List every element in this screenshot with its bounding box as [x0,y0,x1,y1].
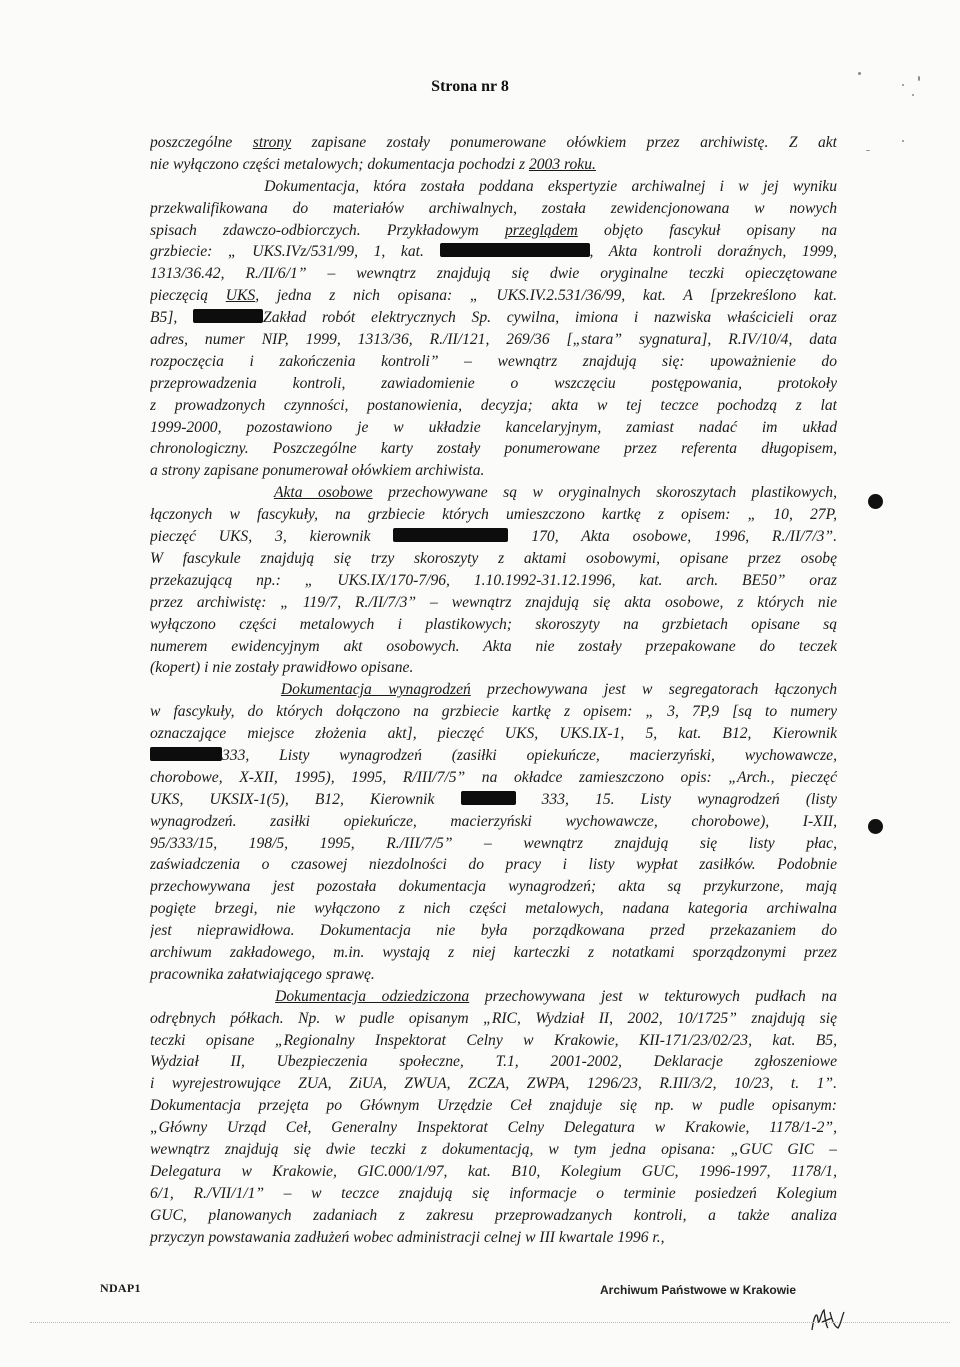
text-line: Dokumentacja wynagrodzeń przechowywana jest w segregatorach łączonych [280,681,837,699]
text-line: W fascykule znajdują się trzy skoroszyty z aktami osobowymi, opisane przez osobę [150,549,837,567]
text-line: wynagrodzeń. zasiłki opiekuńcze, macierzyński wychowawcze, chorobowe), I-XII, [150,812,837,830]
text-line: pogięte brzegi, nie wyłączono z nich części metalowych, nadana kategoria archiwalna [150,900,837,918]
text-line: Delegatura w Krakowie, GIC.000/1/97, kat. B10, Kolegium GUC, 1996-1997, 1178/1, [150,1162,837,1180]
text-line: spisach zdawczo-odbiorczych. Przykładowym przeglądem objęto fascykuł opisany na [150,221,837,239]
text-line: łączonych w fascykuły, na grzbiecie których umieszczono kartkę z opisem: „ 10, 27P, [150,506,837,524]
underlined-phrase: Dokumentacja odziedziczona [275,987,470,1005]
text-line: przeprowadzenia kontroli, zawiadomienie o wszczęciu postępowania, protokoły [150,374,837,392]
redaction-block [440,243,590,257]
text-line: Dokumentacja przejęta po Głównym Urzędzie Ceł znajduje się np. w pudle opisanym: [150,1097,837,1115]
text-line: wewnątrz znajdują się dwie teczki z dokumentacją, w tym jedna opisana: „GUC GIC – [150,1141,837,1159]
underlined-phrase: przeglądem [504,221,578,239]
redaction-block [461,791,516,805]
text-line: 1313/36.42, R./II/6/1” – wewnątrz znajdują się dwie oryginalne teczki opieczętowane [150,265,837,283]
footer-document-code: NDAP1 [100,1281,141,1295]
underlined-phrase: strony [252,134,292,151]
text-line: z prowadzonych czynności, postanowienia, decyzja; akta w tej teczce pochodzą z lat [150,396,837,414]
text-line: Wydział II, Ubezpieczenia społeczne, T.1, 2001-2002, Deklaracje zgłoszeniowe [150,1053,837,1071]
page-number-header: Strona nr 8 [431,78,509,95]
text-line: w fascykuły, do których dołączono na grzbiecie kartkę z opisem: „ 3, 7P,9 [są to numery [150,703,837,721]
text-line: odrębnych półkach. Np. w pudle opisanym „RIC, Wydział II, 2002, 10/1725” znajdują się [150,1009,837,1027]
scan-speck [858,72,861,75]
handwritten-initials [808,1306,848,1334]
text-line: pieczęć UKS, 3, kierownik 170, Akta osobowe, 1996, R./II/7/3”. [150,528,837,546]
underlined-phrase: UKS [225,287,256,305]
scan-speck [902,84,904,86]
text-line: chronologiczny. Poszczególne karty zostały ponumerowane przez referenta długopisem, [150,440,837,458]
redaction-block [150,747,222,761]
text-line: archiwum zakładowego, m.in. wystają z niej karteczki z notatkami sporządzonymi przez [150,944,837,961]
text-line: Dokumentacja, która została poddana ekspertyzie archiwalnej i w jej wyniku [150,177,837,195]
text-line: i wyrejestrowujące ZUA, ZiUA, ZWUA, ZCZA, ZWPA, 1296/23, R.III/3/2, 10/23, t. 1”. [150,1075,837,1093]
scan-speck [866,150,870,151]
text-line: B5], Zakład robót elektrycznych Sp. cywilna, imiona i nazwiska właścicieli oraz [150,309,837,327]
underlined-phrase: Dokumentacja wynagrodzeń [280,681,471,699]
text-line: nie wyłączono części metalowych; dokumentacja pochodzi z 2003 roku. [150,155,596,173]
redaction-block [193,309,263,323]
text-line: przyczyn powstawania zadłużeń wobec administracji celnej w III kwartale 1996 r., [150,1228,665,1246]
text-line: 333, Listy wynagrodzeń (zasiłki opiekuńcze, macierzyński, wychowawcze, [150,745,837,767]
text-line: teczki opisane „Regionalny Inspektorat Celny w Krakowie, KII-171/23/02/23, kat. B5, [150,1031,837,1049]
text-line: „Główny Urząd Ceł, Generalny Inspektorat Celny Delegatura w Krakowie, 1178/1-2”, [150,1119,837,1137]
punch-hole-mark [868,819,883,834]
text-line: przechowywana jest pozostała dokumentacja wynagrodzeń; akta są przykurzone, mają [150,878,837,896]
text-line: a strony zapisane ponumerował ołówkiem archiwista. [150,462,485,480]
text-line: jest nieprawidłowa. Dokumentacja nie była porządkowana przed przekazaniem do [150,922,837,940]
text-line: pracownika załatwiającego sprawę. [150,965,375,983]
redaction-block [393,528,508,542]
text-line: 95/333/15, 198/5, 1995, R./III/7/5” – wewnątrz znajdują się listy płac, [150,834,837,852]
text-line: pieczęcią UKS, jedna z nich opisana: „ UKS.IV.2.531/36/99, kat. A [przekreślono kat. [150,287,837,305]
text-line: Akta osobowe przechowywane są w oryginalnych skoroszytach plastikowych, [273,484,837,502]
text-line: poszczególne strony zapisane zostały ponumerowane ołówkiem przez archiwistę. Z akt [150,134,837,151]
scan-speck [912,94,914,96]
text-line: adres, numer NIP, 1999, 1313/36, R./II/121, 269/36 [„stara” sygnatura], R.IV/10/4, data [150,331,837,349]
document-body [150,132,837,1249]
text-line: GUC, planowanych zadaniach z zakresu przeprowadzanych kontroli, a także analiza [150,1206,837,1224]
archive-stamp: Archiwum Państwowe w Krakowie [600,1283,797,1297]
text-line: (kopert) i nie zostały prawidłowo opisane. [150,659,414,677]
scan-speck [918,76,920,81]
text-line: grzbiecie: „ UKS.IVz/531/99, 1, kat. , Akta kontroli doraźnych, 1999, [150,243,837,261]
text-line: 6/1, R./VII/1/1” – w teczce znajdują się informacje o terminie posiedzeń Kolegium [150,1184,837,1202]
text-line: numerem ewidencyjnym akt osobowych. Akta nie zostały przepakowane do teczek [150,637,837,655]
punch-hole-mark [868,494,883,509]
text-line: rozpoczęcia i zakończenia kontroli” – wewnątrz znajdują się: upoważnienie do [150,352,837,370]
text-line: przekwalifikowana do materiałów archiwalnych, została zewidencjonowana w nowych [150,199,837,217]
text-line: Dokumentacja odziedziczona przechowywana jest w tekturowych pudłach na [275,987,837,1005]
footer-rule [30,1322,950,1323]
text-line: wyłączono części metalowych i plastikowych; skoroszyty na grzbietach opisane są [150,615,837,633]
underlined-phrase: 2003 roku. [528,155,596,173]
text-line: przekazującą np.: „ UKS.IX/170-7/96, 1.10.1992-31.12.1996, kat. arch. BE50” oraz [150,571,837,589]
underlined-phrase: Akta osobowe [273,484,373,502]
text-line: chorobowe, X-XII, 1995), 1995, R/III/7/5” na okładce zamieszczono opis: „Arch., pieczęć [150,768,837,786]
text-line: UKS, UKSIX-1(5), B12, Kierownik 333, 15. Listy wynagrodzeń (listy [150,790,837,808]
text-line: zaświadczenia o czasowej niezdolności do pracy i listy wypłat zasiłków. Podobnie [150,856,837,874]
scan-speck [902,140,904,142]
text-line: 1999-2000, pozostawiono je w układzie kancelaryjnym, zamiast nadać im układ [150,418,837,436]
text-line: oznaczające miejsce złożenia akt], pieczęć UKS, UKS.IX-1, 5, kat. B12, Kierownik [150,725,837,743]
text-line: przez archiwistę: „ 119/7, R./II/7/3” – wewnątrz znajdują się akta osobowe, z których nie [150,593,837,611]
